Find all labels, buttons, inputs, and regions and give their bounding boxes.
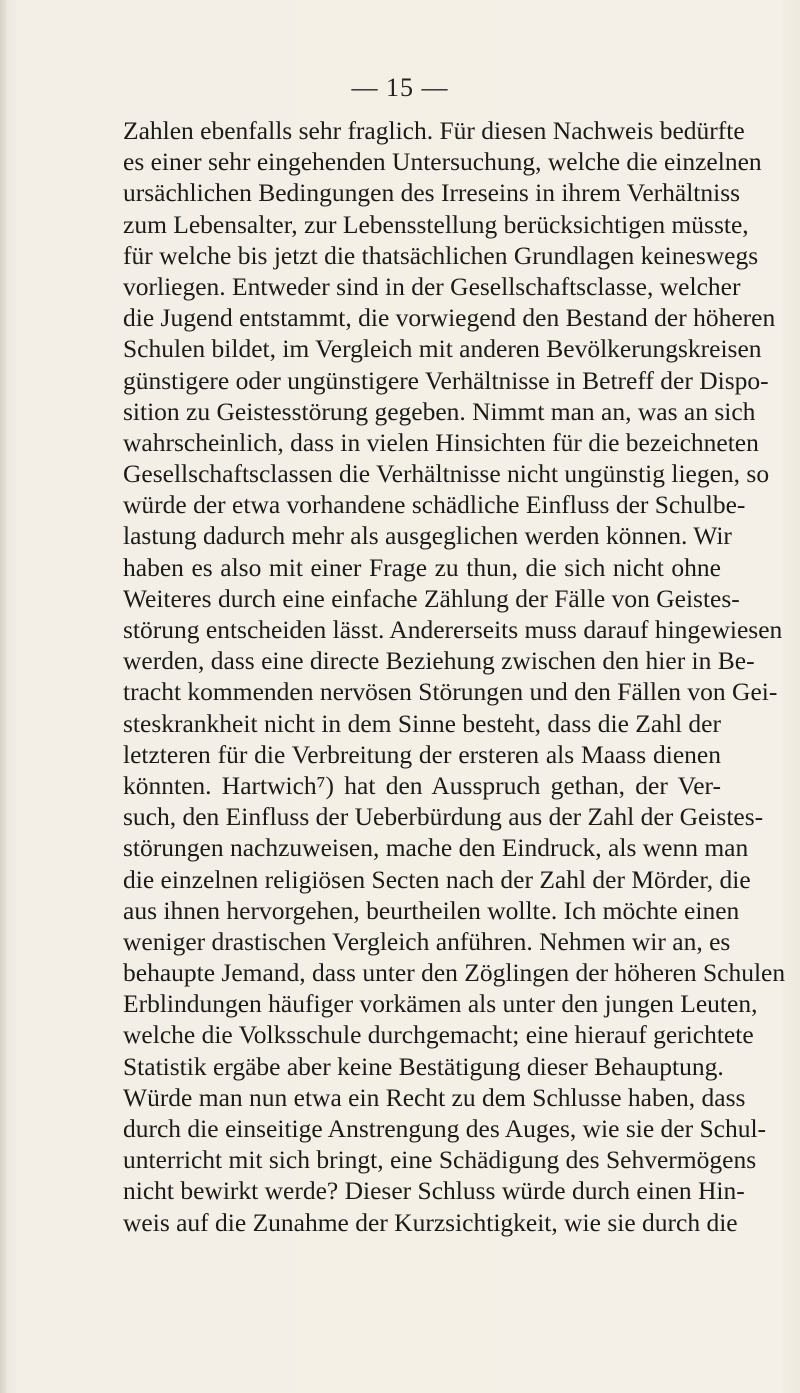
text-line: behaupte Jemand, dass unter den Zöglingen der höheren Schulen: [123, 958, 786, 988]
text-line: unterricht mit sich bringt, eine Schädigung des Sehvermögens: [123, 1145, 757, 1175]
text-line: könnten. Hartwich⁷) hat den Ausspruch gethan, der Ver-: [123, 770, 721, 800]
text-line: zum Lebensalter, zur Lebensstellung berücksichtigen müsste,: [123, 209, 749, 239]
text-line: Erblindungen häufiger vorkämen als unter den jungen Leuten,: [123, 989, 758, 1019]
text-line: die einzelnen religiösen Secten nach der Zahl der Mörder, die: [123, 864, 751, 894]
text-line: Schulen bildet, im Vergleich mit anderen Bevölkerungskreisen: [123, 334, 762, 364]
text-line: weniger drastischen Vergleich anführen. Nehmen wir an, es: [123, 926, 731, 956]
text-line: die Jugend entstammt, die vorwiegend den Bestand der höheren: [123, 303, 776, 333]
text-line: steskrankheit nicht in dem Sinne besteht, dass die Zahl der: [123, 708, 721, 738]
text-line: Statistik ergäbe aber keine Bestätigung dieser Behauptung.: [123, 1051, 724, 1081]
text-line: Gesellschaftsclassen die Verhältnisse nicht ungünstig liegen, so: [123, 459, 770, 489]
text-line: haben es also mit einer Frage zu thun, die sich nicht ohne: [123, 552, 721, 582]
text-line: Würde man nun etwa ein Recht zu dem Schlusse haben, dass: [123, 1082, 746, 1112]
text-line: letzteren für die Verbreitung der ersteren als Maass dienen: [123, 739, 721, 769]
text-line: welche die Volksschule durchgemacht; eine hierauf gerichtete: [123, 1020, 754, 1050]
text-line: vorliegen. Entweder sind in der Gesellschaftsclasse, welcher: [123, 271, 741, 301]
text-line: sition zu Geistesstörung gegeben. Nimmt man an, was an sich: [123, 396, 756, 426]
text-line: lastung dadurch mehr als ausgeglichen werden können. Wir: [123, 521, 732, 551]
page-edge-shadow: [0, 0, 8, 1393]
text-line: nicht bewirkt werde? Dieser Schluss würde durch einen Hin-: [123, 1176, 745, 1206]
text-line: durch die einseitige Anstrengung des Auges, wie sie der Schul-: [123, 1114, 767, 1143]
text-line: würde der etwa vorhandene schädliche Einfluss der Schulbe-: [123, 490, 746, 520]
text-line: störungen nachzuweisen, mache den Eindruck, als wenn man: [123, 833, 749, 863]
text-line: aus ihnen hervorgehen, beurtheilen wollte. Ich möchte einen: [123, 895, 740, 925]
text-line: günstigere oder ungünstigere Verhältnisse in Betreff der Dispo-: [123, 365, 769, 395]
text-line: such, den Einfluss der Ueberbürdung aus der Zahl der Geistes-: [123, 802, 764, 832]
text-line: weis auf die Zunahme der Kurzsichtigkeit, wie sie durch die: [123, 1207, 738, 1237]
text-line: störung entscheiden lässt. Andererseits muss darauf hingewiesen: [123, 615, 783, 644]
page-number: — 15 —: [351, 73, 449, 102]
text-line: ursächlichen Bedingungen des Irreseins in ihrem Verhältniss: [123, 178, 741, 208]
text-line: wahrscheinlich, dass in vielen Hinsichten für die bezeichneten: [123, 427, 759, 457]
text-line: werden, dass eine directe Beziehung zwischen den hier in Be-: [123, 646, 755, 676]
text-line: Zahlen ebenfalls sehr fraglich. Für diesen Nachweis bedürfte: [123, 116, 745, 145]
text-line: für welche bis jetzt die thatsächlichen Grundlagen keineswegs: [123, 240, 759, 270]
text-line: es einer sehr eingehenden Untersuchung, welche die einzelnen: [123, 147, 762, 177]
text-line: tracht kommenden nervösen Störungen und den Fällen von Gei-: [123, 677, 778, 707]
body-text: [123, 115, 786, 1238]
text-line: Weiteres durch eine einfache Zählung der Fälle von Geistes-: [123, 583, 740, 613]
